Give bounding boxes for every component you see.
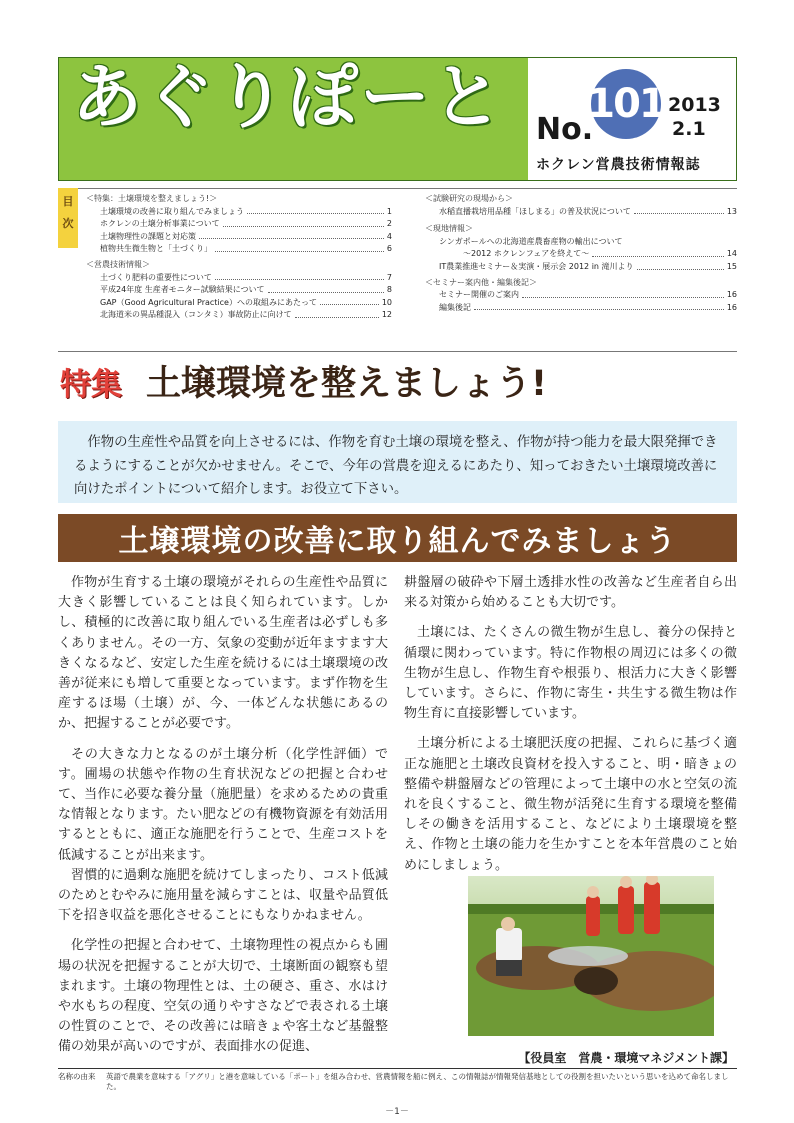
- toc-entry-title: シンガポールへの北海道産農畜産物の輸出について: [439, 236, 623, 246]
- toc-entry[interactable]: [425, 289, 737, 302]
- toc-entry[interactable]: [86, 206, 392, 219]
- feature-badge: 特集: [60, 367, 122, 403]
- magazine-subtitle: ホクレン営農技術情報誌: [536, 157, 701, 173]
- article-paragraph: その大きな力となるのが土壌分析（化学性評価）です。圃場の状態や作物の生育状況などの把握と合わせて、当作に必要な養分量（施肥量）を求めるための貴重な情報となります。たい肥などの有機物資源を有効活用するとともに、適正な施肥を行うことで、生産コストを低減することが出来ます。: [58, 746, 388, 863]
- article-paragraph: 作物が生育する土壌の環境がそれらの生産性や品質に大きく影響していることは良く知られています。しかし、積極的に改善に取り組んでいる生産者は必ずしも多くありません。その一方、気象の変動が近年ますます大きくなるなど、安定した生産を続けるには土壌環境の改善が従来にも増して重要となっています。まず作物を生産するほ場（土壌）が、今、一体どんな状態にあるのか、把握することが必要です。: [58, 575, 388, 732]
- toc-entry-page: 16: [726, 290, 737, 300]
- toc-entry[interactable]: [425, 206, 737, 219]
- toc-entry[interactable]: [86, 218, 392, 231]
- toc-entry[interactable]: [86, 297, 392, 310]
- toc-left-column: [86, 193, 392, 322]
- toc-entry[interactable]: [425, 236, 737, 249]
- toc-entry-title: 土づくり肥料の重要性について: [100, 272, 212, 282]
- issue-no-label: No.: [536, 112, 594, 147]
- toc-entry-title: 土壌物理性の課題と対応策: [100, 231, 196, 241]
- toc-entry-title: ～2012 ホクレンフェアを終えて～: [463, 249, 590, 259]
- article-right-column: [404, 573, 737, 876]
- article-title: 土壌環境の改善に取り組んでみましょう: [58, 514, 737, 562]
- toc-entry-page: 1: [386, 206, 392, 216]
- toc-entry-title: 水稲直播栽培用品種「ほしまる」の普及状況について: [439, 206, 631, 216]
- article-paragraph: 化学性の把握と合わせて、土壌物理性の視点からも圃場の状況を把握することが大切で、土壌断面の観察も望まれます。土壌の物理性とは、土の硬さ、重さ、水はけや水もちの程度、空気の通りやすさなどで表される土壌の性質のことで、その改善には暗きょや客土など基盤整備の効果が高いのですが、表面排水の促進、: [58, 938, 388, 1055]
- toc-entry[interactable]: [86, 243, 392, 256]
- toc-entry-page: 16: [726, 302, 737, 312]
- toc-group-heading: ＜試験研究の現場から＞: [425, 194, 513, 203]
- toc-entry-title: 編集後記: [439, 302, 471, 312]
- toc-entry-title: ホクレンの土壌分析事業について: [100, 219, 220, 229]
- toc-entry-title: 植物共生微生物と「土づくり」: [100, 244, 212, 254]
- page-number: －1－: [385, 1107, 409, 1117]
- feature-intro: 作物の生産性や品質を向上させるには、作物を育む土壌の環境を整え、作物が持つ能力を最大限発揮できるようにすることが欠かせません。そこで、今年の営農を迎えるにあたり、知っておきたい土壌環境改善に向けたポイントについて紹介します。お役立て下さい。: [58, 421, 737, 503]
- toc-entry-title: 土壌環境の改善に取り組んでみましょう: [100, 206, 244, 216]
- toc-side-char: 目: [62, 195, 74, 208]
- toc-entry-title: GAP（Good Agricultural Practice）への取組みにあたって: [100, 297, 317, 307]
- toc-side-label: [58, 188, 78, 248]
- article-paragraph: 耕盤層の破砕や下層土透排水性の改善など生産者自ら出来る対策から始めることも大切です。: [404, 575, 737, 611]
- toc-entry-page: 2: [386, 219, 392, 229]
- toc-entry-page: 14: [726, 249, 737, 259]
- magazine-logo: あぐりぽーと: [72, 56, 504, 138]
- footer-rule: [58, 1068, 737, 1069]
- toc-entry-page: 7: [386, 272, 392, 282]
- toc-entry[interactable]: [425, 302, 737, 315]
- toc-entry-title: 平成24年度 生産者モニター試験結果について: [100, 285, 265, 295]
- toc-entry[interactable]: [425, 248, 737, 261]
- feature-title: 土壌環境を整えましょう!: [146, 364, 547, 404]
- issue-number-badge: 101: [591, 69, 661, 139]
- issue-month: 2.1: [672, 118, 706, 140]
- toc-entry-title: IT農業推進セミナー＆実演・展示会 2012 in 滝川より: [439, 261, 634, 271]
- article-left-column: [58, 573, 388, 1058]
- toc-entry-page: 4: [386, 231, 392, 241]
- toc-entry[interactable]: [86, 309, 392, 322]
- toc-entry-page: 13: [726, 206, 737, 216]
- toc-group-heading: ＜現地情報＞: [425, 224, 473, 234]
- toc-entry[interactable]: [86, 284, 392, 297]
- toc-entry-page: 15: [726, 261, 737, 271]
- footer-label: 名称の由来: [58, 1072, 96, 1081]
- toc-entry-page: 6: [386, 244, 392, 254]
- toc-entry-page: 12: [381, 310, 392, 320]
- toc-entry-title: 北海道米の異品種混入（コンタミ）事故防止に向けて: [100, 310, 292, 320]
- toc-group-heading: ＜営農技術情報＞: [86, 259, 150, 269]
- toc-right-column: [425, 193, 737, 314]
- toc-entry-page: 8: [386, 285, 392, 295]
- toc-entry-title: セミナー開催のご案内: [439, 290, 519, 300]
- field-photo: [468, 876, 714, 1036]
- article-paragraph: 習慣的に過剰な施肥を続けてしまったり、コスト低減のためとむやみに施用量を減らすことは、収量や品質低下を招き収益を悪化させることにもなりかねません。: [58, 867, 388, 924]
- toc-entry-page: 10: [381, 297, 392, 307]
- issue-year: 2013: [668, 94, 721, 116]
- footer-text: 英語で農業を意味する「アグリ」と港を意味している「ポート」を組み合わせ、営農情報を船に例え、この情報誌が情報発信基地としての役割を担いたいという思いを込めて命名しました。: [106, 1072, 729, 1091]
- article-paragraph: 土壌分析による土壌肥沃度の把握、これらに基づく適正な施肥と土壌改良資材を投入すること、明・暗きょの整備や耕盤層などの管理によって土壌中の水と空気の流れを良くすること、微生物が活発に生育する環境を整備しその働きを活用すること、などにより土壌環境を整え、作物と土壌の能力を生かすことを本年営農のこと始めにしましょう。: [404, 736, 737, 873]
- toc-side-char: 次: [62, 217, 74, 230]
- toc-entry[interactable]: [86, 272, 392, 285]
- toc-group-heading: ＜セミナー案内他・編集後記＞: [425, 277, 537, 287]
- toc-group-heading: ＜特集：土壌環境を整えましょう!＞: [86, 194, 218, 203]
- article-paragraph: 土壌には、たくさんの微生物が生息し、養分の保持と循環に関わっています。特に作物根の周辺には多くの微生物が生息し、作物生育や根張り、根活力に大きく影響しています。さらに、作物に寄生・共生する微生物は作物生育に直接影響しています。: [404, 625, 737, 722]
- article-credit: 【役員室 営農・環境マネジメント課】: [518, 1051, 734, 1065]
- toc-entry[interactable]: [425, 261, 737, 274]
- footer-note: [58, 1072, 737, 1092]
- toc-entry[interactable]: [86, 231, 392, 244]
